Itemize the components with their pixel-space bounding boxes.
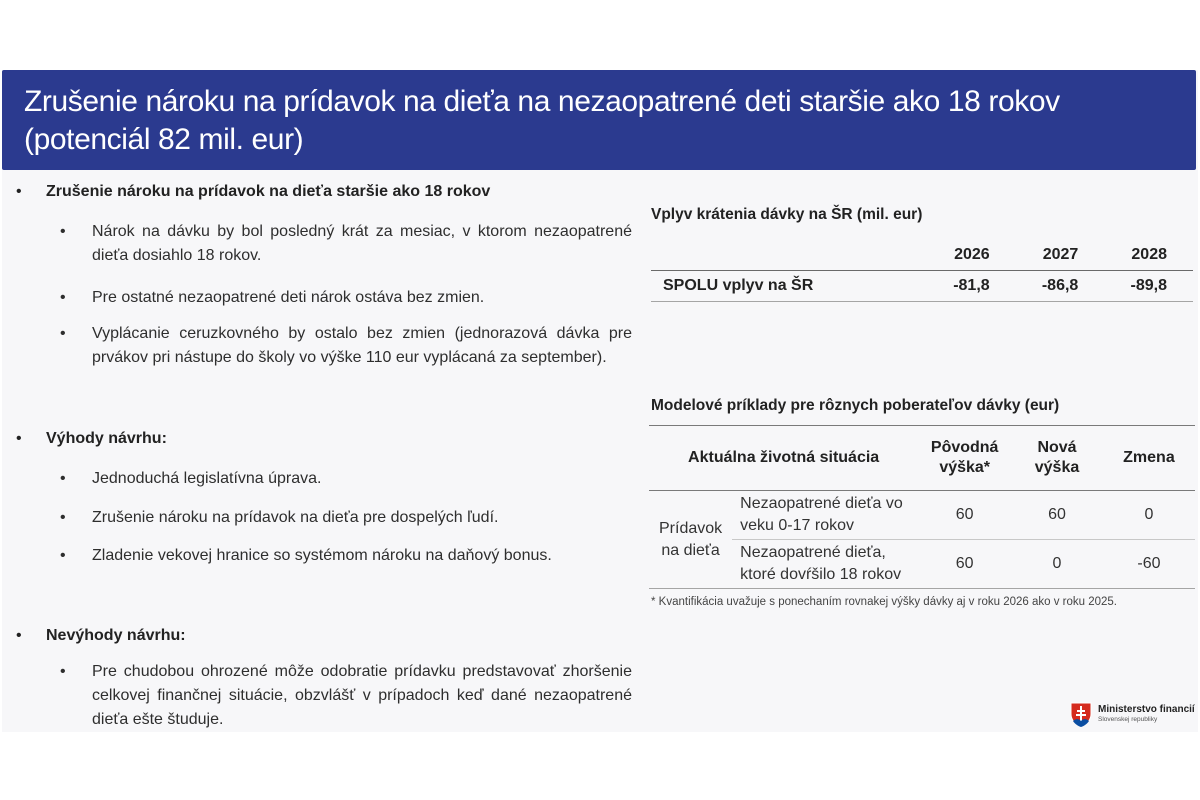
section-title: Nevýhody návrhu: bbox=[46, 627, 186, 644]
list-item-text: Zladenie vekovej hranice so systémom nároku na daňový bonus. bbox=[92, 547, 552, 564]
table-cell: -86,8 bbox=[1016, 271, 1105, 302]
table-header-original bbox=[918, 426, 1011, 491]
table-cell: -60 bbox=[1137, 555, 1161, 572]
ministry-logo bbox=[1070, 700, 1198, 732]
table-cell: 0 bbox=[1052, 555, 1062, 572]
table-header-row bbox=[649, 426, 1195, 491]
page-title-line2: (potenciál 82 mil. eur) bbox=[24, 123, 304, 156]
model-table-title: Modelové príklady pre rôznych poberateľov dávky (eur) bbox=[651, 397, 1060, 414]
table-header-situation: Aktuálna životná situácia bbox=[688, 449, 880, 466]
section-title: Zrušenie nároku na prídavok na dieťa staršie ako 18 rokov bbox=[46, 183, 491, 200]
cell-text: veku 0-17 rokov bbox=[740, 517, 854, 534]
table-header-year: 2027 bbox=[1042, 246, 1079, 263]
cell-text: Nezaopatrené dieťa, bbox=[740, 544, 886, 561]
section-title: Výhody návrhu: bbox=[46, 430, 167, 447]
bullet-icon: • bbox=[60, 509, 66, 526]
logo-text: Ministerstvo financií bbox=[1098, 704, 1195, 715]
table-header-change: Zmena bbox=[1123, 449, 1175, 466]
page-title bbox=[24, 83, 1174, 159]
page-title-line1: Zrušenie nároku na prídavok na dieťa na nezaopatrené deti staršie ako 18 rokov bbox=[24, 85, 1060, 118]
impact-table bbox=[651, 240, 1193, 302]
table-cell: 60 bbox=[955, 555, 974, 572]
header-text: výška* bbox=[939, 459, 991, 476]
bullet-icon: • bbox=[60, 663, 66, 680]
header-text: Pôvodná bbox=[930, 439, 999, 456]
table-header-year: 2026 bbox=[954, 246, 990, 263]
bullet-icon: • bbox=[16, 627, 22, 644]
bullet-icon: • bbox=[60, 223, 66, 240]
header-text: výška bbox=[1034, 459, 1080, 476]
table-cell: 60 bbox=[1011, 491, 1103, 540]
table-cell: -89,8 bbox=[1104, 271, 1193, 302]
situation-cell bbox=[732, 491, 918, 540]
list-item-text: Vyplácanie ceruzkovného by ostalo bez zmien (jednorazová dávka pre prvákov pri nástupe do školy vo výške 110 eur vyplácaná za september). bbox=[92, 325, 632, 366]
table-header-row bbox=[651, 240, 1193, 271]
bullet-icon: • bbox=[60, 470, 66, 487]
cell-text: Nezaopatrené dieťa vo bbox=[740, 495, 903, 512]
table-cell: 0 bbox=[1103, 491, 1195, 540]
group-label-text: Prídavok bbox=[659, 519, 723, 537]
impact-table-title: Vplyv krátenia dávky na ŠR (mil. eur) bbox=[651, 206, 923, 223]
table-header-new bbox=[1011, 426, 1103, 491]
row-label: SPOLU vplyv na ŠR bbox=[651, 271, 927, 302]
group-label bbox=[649, 491, 732, 589]
table-header-year: 2028 bbox=[1131, 246, 1167, 263]
bullet-icon: • bbox=[60, 547, 66, 564]
list-item-text: Nárok na dávku by bol posledný krát za mesiac, v ktorom nezaopatrené dieťa dosiahlo 18 rokov. bbox=[92, 223, 632, 264]
list-item-text: Zrušenie nároku na prídavok na dieťa pre dospelých ľudí. bbox=[92, 509, 499, 526]
list-item-text: Pre chudobou ohrozené môže odobratie prídavku predstavovať zhoršenie celkovej finančnej situácie, obzvlášť v prípadoch keď dané nezaopatrené dieťa ešte študuje. bbox=[92, 663, 632, 728]
bullet-icon: • bbox=[60, 325, 66, 342]
list-item-text: Pre ostatné nezaopatrené deti nárok ostáva bez zmien. bbox=[92, 289, 485, 306]
header-text: Nová bbox=[1037, 439, 1077, 456]
bullet-icon: • bbox=[16, 430, 22, 447]
table-cell: -81,8 bbox=[927, 271, 1016, 302]
table-header-empty bbox=[651, 240, 927, 271]
table-row bbox=[651, 271, 1193, 302]
logo-subtext: Slovenskej republiky bbox=[1098, 716, 1158, 723]
bullet-icon: • bbox=[60, 289, 66, 306]
model-table bbox=[649, 425, 1195, 589]
table-row bbox=[649, 491, 1195, 540]
list-item-text: Jednoduchá legislatívna úprava. bbox=[92, 470, 322, 487]
group-label-text: na dieťa bbox=[661, 541, 720, 559]
bullet-icon: • bbox=[16, 183, 22, 200]
table-cell: 60 bbox=[918, 491, 1011, 540]
title-banner bbox=[2, 70, 1196, 170]
cell-text: ktoré dovŕšilo 18 rokov bbox=[740, 566, 902, 583]
coat-of-arms-icon bbox=[1070, 702, 1092, 728]
situation-cell bbox=[732, 540, 918, 589]
footnote: * Kvantifikácia uvažuje s ponechaním rovnakej výšky dávky aj v roku 2026 ako v roku 2025. bbox=[651, 596, 1117, 608]
